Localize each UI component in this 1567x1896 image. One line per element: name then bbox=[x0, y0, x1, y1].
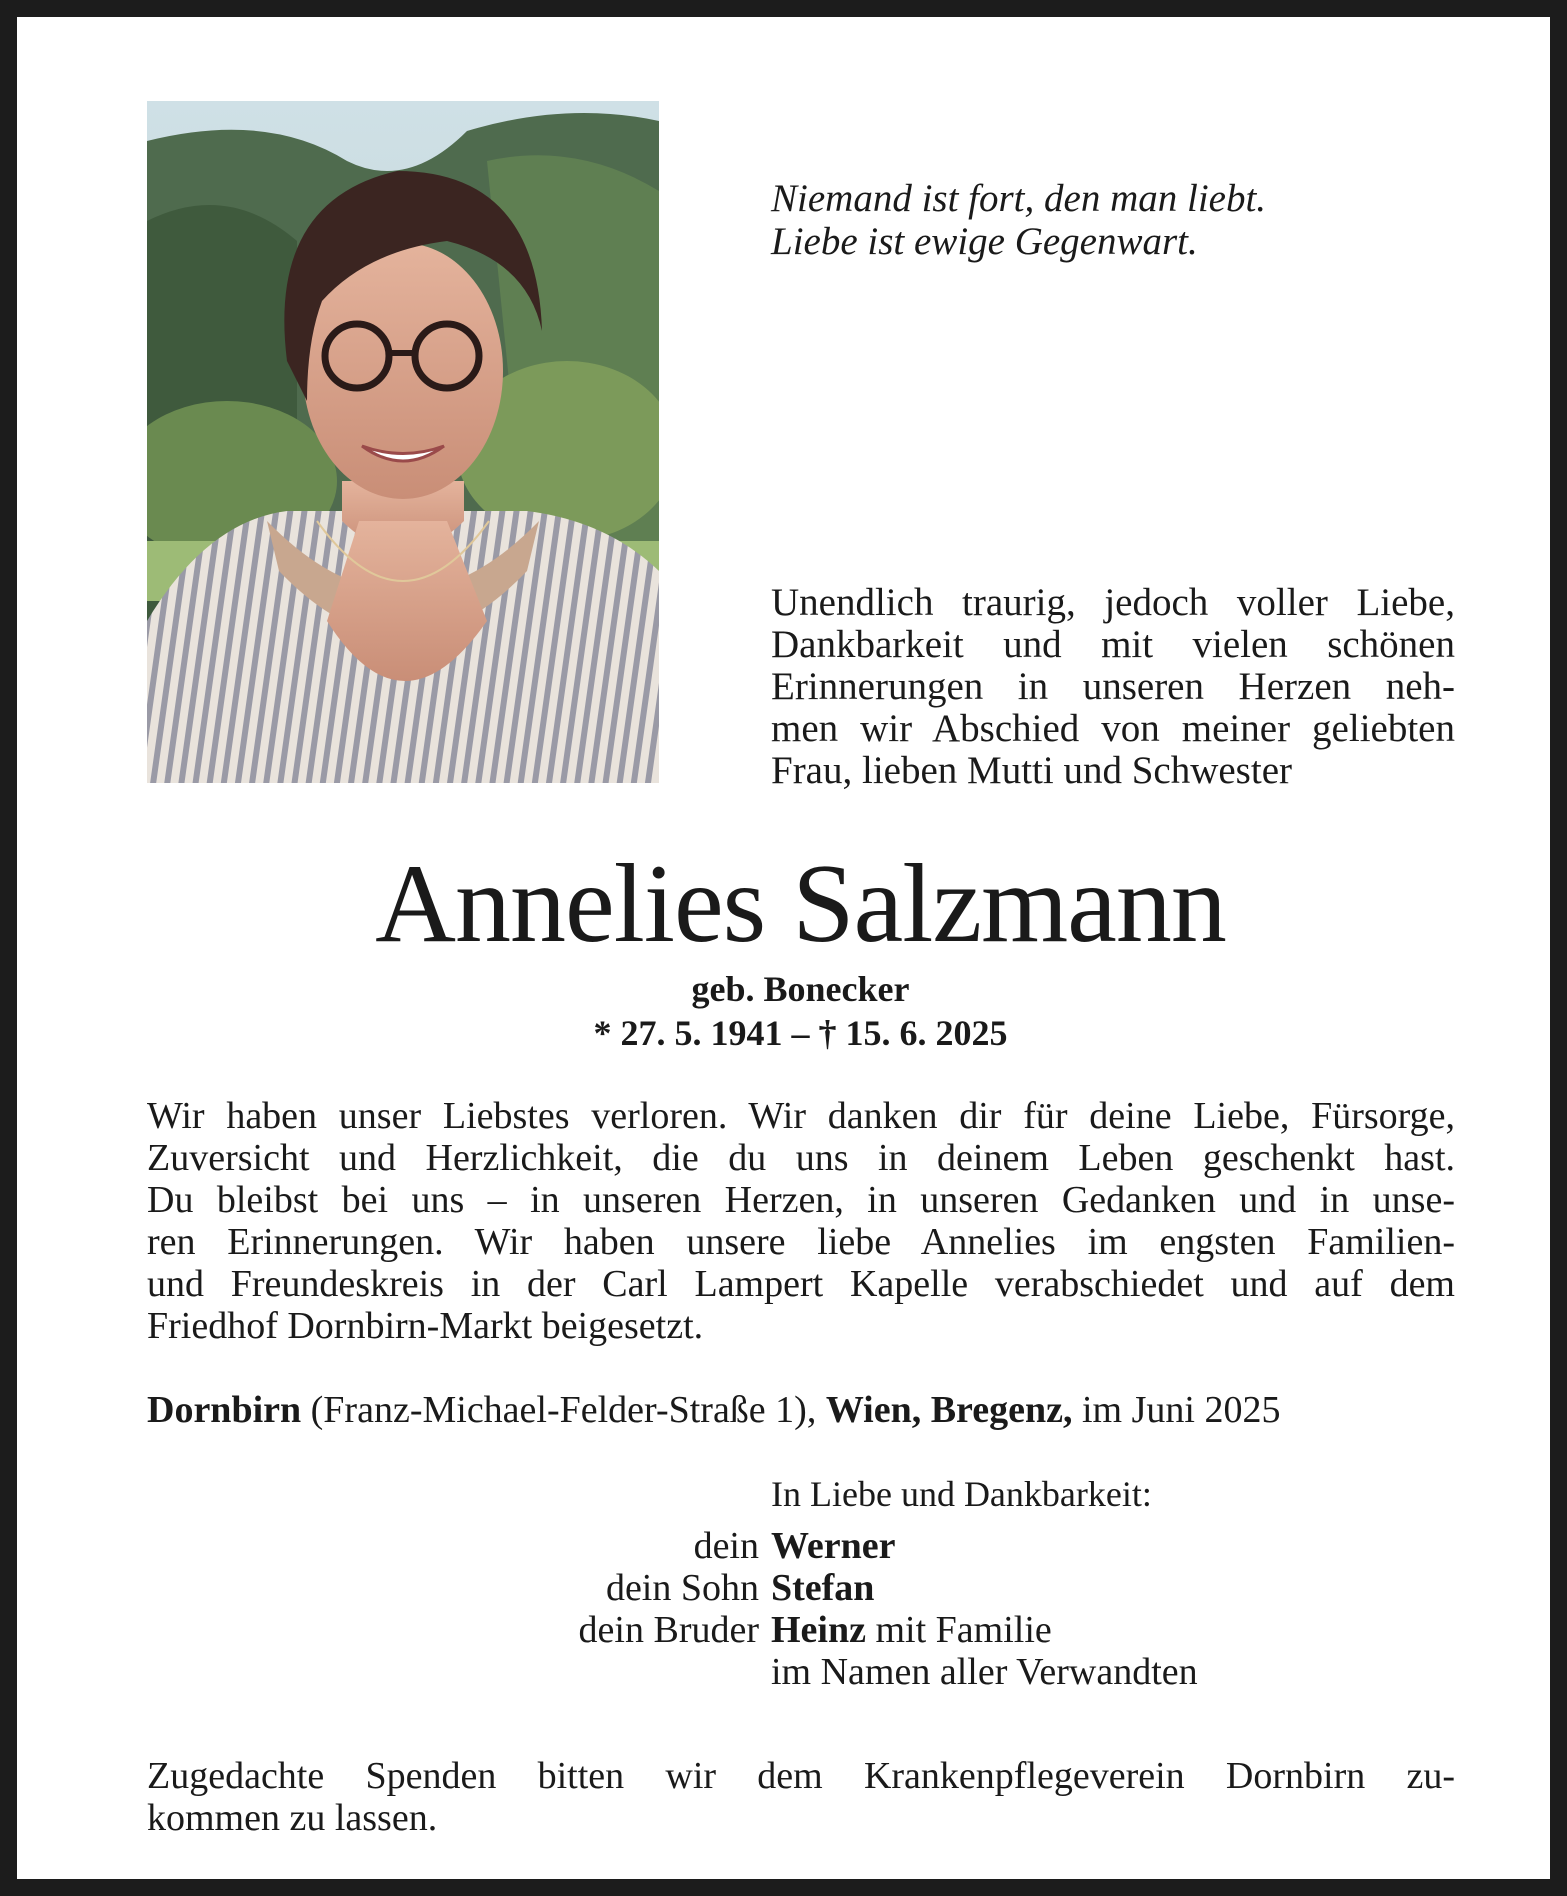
message-line: Du bleibst bei uns – in unseren Herzen, in unseren Gedanken und in unse- bbox=[147, 1179, 1455, 1221]
mourner-suffix: mit Familie bbox=[865, 1609, 1052, 1651]
quote-line: Liebe ist ewige Gegenwart. bbox=[771, 220, 1198, 263]
quote bbox=[771, 177, 1471, 263]
intro-line: Unendlich traurig, jedoch voller Liebe, bbox=[771, 581, 1455, 624]
relatives-note: im Namen aller Verwandten bbox=[771, 1651, 1198, 1693]
portrait-photo bbox=[147, 101, 659, 783]
mourner-row bbox=[17, 1567, 1567, 1609]
place-city: Dornbirn bbox=[147, 1389, 302, 1431]
donation-note bbox=[147, 1755, 1455, 1839]
maiden-name: geb. Bonecker bbox=[691, 969, 910, 1009]
life-dates: * 27. 5. 1941 – † 15. 6. 2025 bbox=[593, 1013, 1008, 1053]
mourner-row bbox=[17, 1525, 1567, 1567]
mourner-name: Werner bbox=[771, 1525, 896, 1567]
mourners-list bbox=[17, 1525, 1567, 1693]
mourner-name: Heinz bbox=[771, 1609, 866, 1651]
relatives-row bbox=[17, 1651, 1567, 1693]
place-date: im Juni 2025 bbox=[1081, 1389, 1281, 1431]
mourner-relation: dein Sohn bbox=[605, 1567, 759, 1609]
message-line: und Freundeskreis in der Carl Lampert Kapelle verabschiedet und auf dem bbox=[147, 1263, 1455, 1305]
intro-line: Frau, lieben Mutti und Schwester bbox=[771, 749, 1292, 792]
mourner-entry bbox=[771, 1525, 896, 1567]
mourner-entry bbox=[771, 1609, 1052, 1651]
birth-info bbox=[17, 967, 1567, 1055]
intro-text bbox=[771, 582, 1455, 792]
portrait-image bbox=[147, 101, 659, 783]
message-line: Friedhof Dornbirn-Markt beigesetzt. bbox=[147, 1305, 704, 1347]
message-text bbox=[147, 1095, 1455, 1347]
intro-line: Erinnerungen in unseren Herzen neh- bbox=[771, 665, 1455, 708]
mourner-entry bbox=[771, 1567, 874, 1609]
deceased-name: Annelies Salzmann bbox=[375, 842, 1226, 966]
donation-line: kommen zu lassen. bbox=[147, 1797, 438, 1839]
mourner-row bbox=[17, 1609, 1567, 1651]
donation-line: Zugedachte Spenden bitten wir dem Krankenpflegeverein Dornbirn zu- bbox=[147, 1755, 1455, 1797]
place-and-date bbox=[147, 1389, 1467, 1431]
mourner-relation: dein bbox=[693, 1525, 759, 1567]
intro-line: Dankbarkeit und mit vielen schönen bbox=[771, 623, 1455, 666]
quote-line: Niemand ist fort, den man liebt. bbox=[771, 177, 1267, 220]
place-cities: Wien, Bregenz, bbox=[825, 1389, 1073, 1431]
message-line: ren Erinnerungen. Wir haben unsere liebe Annelies im engsten Familien- bbox=[147, 1221, 1455, 1263]
intro-line: men wir Abschied von meiner geliebten bbox=[771, 707, 1455, 750]
place-address: (Franz-Michael-Felder-Straße 1), bbox=[310, 1389, 817, 1431]
mourner-name: Stefan bbox=[771, 1567, 875, 1609]
message-line: Wir haben unser Liebstes verloren. Wir danken dir für deine Liebe, Fürsorge, bbox=[147, 1095, 1455, 1137]
closing-line: In Liebe und Dankbarkeit: bbox=[771, 1474, 1152, 1514]
mourner-relation: dein Bruder bbox=[578, 1609, 759, 1651]
message-line: Zuversicht und Herzlichkeit, die du uns in deinem Leben geschenkt hast. bbox=[147, 1137, 1455, 1179]
